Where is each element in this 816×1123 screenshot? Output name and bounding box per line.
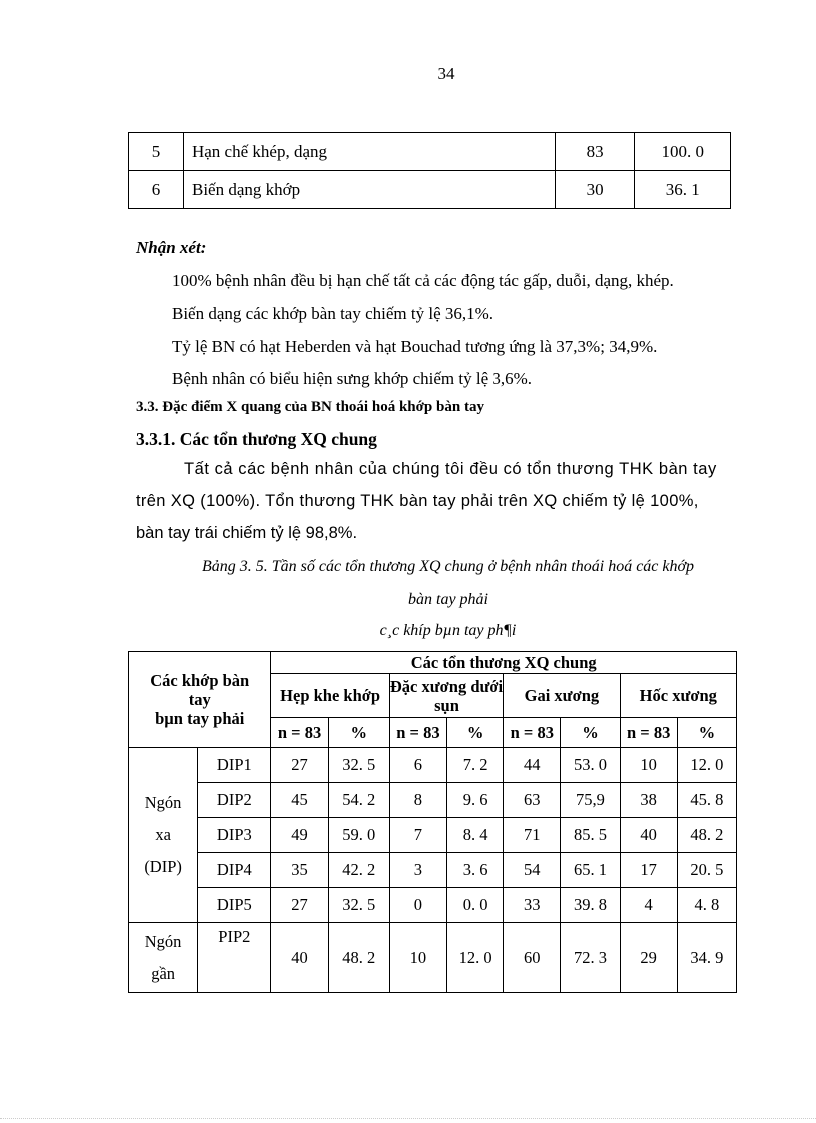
- col-group-header: Đặc xương dưới sụn: [389, 674, 503, 718]
- count-cell: 10: [389, 923, 446, 993]
- paragraph-line: bàn tay trái chiếm tỷ lệ 98,8%.: [136, 524, 358, 542]
- count-cell: 27: [271, 748, 328, 783]
- xq-lesions-table: [128, 651, 737, 993]
- table-row: [129, 171, 731, 209]
- finger-group-label-line: gần: [151, 963, 176, 983]
- sub-header-n: n = 83: [389, 718, 446, 748]
- col-group-header: Gai xương: [504, 674, 620, 718]
- row-number: 5: [129, 133, 184, 171]
- percent-cell: 48. 2: [677, 818, 736, 853]
- count-cell: 40: [620, 818, 677, 853]
- sub-header-pct: %: [447, 718, 504, 748]
- percent-cell: 12. 0: [447, 923, 504, 993]
- percent-cell: 3. 6: [447, 853, 504, 888]
- count-cell: 54: [504, 853, 561, 888]
- top-table: [128, 132, 731, 209]
- count-cell: 60: [504, 923, 561, 993]
- percent-cell: 65. 1: [561, 853, 620, 888]
- count-cell: 49: [271, 818, 328, 853]
- section-heading: 3.3. Đặc điểm X quang của BN thoái hoá khớp bàn tay: [136, 399, 484, 415]
- count-cell: 44: [504, 748, 561, 783]
- remark-line: 100% bệnh nhân đều bị hạn chế tất cả các động tác gấp, duỗi, dạng, khép.: [172, 271, 674, 290]
- col-group-header: Hẹp khe khớp: [271, 674, 389, 718]
- sub-header-pct: %: [561, 718, 620, 748]
- table-row: [129, 748, 737, 783]
- table-row: [129, 888, 737, 923]
- row-description: Hạn chế khép, dạng: [183, 133, 555, 171]
- page-bottom-divider: [0, 1118, 816, 1119]
- finger-group-label: [129, 748, 198, 923]
- sub-header-n: n = 83: [620, 718, 677, 748]
- table-row: [129, 923, 737, 993]
- row-percent: 36. 1: [635, 171, 731, 209]
- table-caption: Bảng 3. 5. Tần số các tổn thương XQ chung ở bệnh nhân thoái hoá các khớp: [201, 558, 695, 575]
- percent-cell: 39. 8: [561, 888, 620, 923]
- joint-label: DIP1: [198, 748, 271, 783]
- corner-label: tay: [188, 690, 211, 709]
- count-cell: 10: [620, 748, 677, 783]
- count-cell: 38: [620, 783, 677, 818]
- percent-cell: 72. 3: [561, 923, 620, 993]
- xq-table-body: [129, 748, 737, 993]
- count-cell: 0: [389, 888, 446, 923]
- percent-cell: 12. 0: [677, 748, 736, 783]
- percent-cell: 85. 5: [561, 818, 620, 853]
- corner-header: [129, 652, 271, 748]
- corner-label: bµn tay phải: [155, 709, 245, 728]
- paragraph-line: Tất cả các bệnh nhân của chúng tôi đều có tổn thương THK bàn tay: [184, 460, 717, 478]
- table-row: [129, 133, 731, 171]
- row-description: Biến dạng khớp: [183, 171, 555, 209]
- remark-line: Biến dạng các khớp bàn tay chiếm tỷ lệ 36,1%.: [172, 304, 494, 323]
- percent-cell: 42. 2: [328, 853, 389, 888]
- row-count: 83: [555, 133, 635, 171]
- count-cell: 8: [389, 783, 446, 818]
- count-cell: 17: [620, 853, 677, 888]
- table-row: [129, 783, 737, 818]
- count-cell: 29: [620, 923, 677, 993]
- percent-cell: 4. 8: [677, 888, 736, 923]
- sub-header-pct: %: [328, 718, 389, 748]
- percent-cell: 45. 8: [677, 783, 736, 818]
- count-cell: 35: [271, 853, 328, 888]
- percent-cell: 9. 6: [447, 783, 504, 818]
- finger-group-label-line: Ngón: [144, 931, 182, 951]
- joint-label: DIP2: [198, 783, 271, 818]
- percent-cell: 8. 4: [447, 818, 504, 853]
- percent-cell: 48. 2: [328, 923, 389, 993]
- remark-line: Tỷ lệ BN có hạt Heberden và hạt Bouchad tương ứng là 37,3%; 34,9%.: [172, 337, 658, 356]
- page-number: 34: [437, 64, 455, 83]
- table-caption-cont: bàn tay phải: [408, 591, 488, 608]
- percent-cell: 34. 9: [677, 923, 736, 993]
- count-cell: 4: [620, 888, 677, 923]
- count-cell: 33: [504, 888, 561, 923]
- remarks-heading: Nhận xét:: [136, 238, 207, 257]
- finger-group-label-line: Ngón: [144, 793, 182, 812]
- joint-label: DIP4: [198, 853, 271, 888]
- percent-cell: 20. 5: [677, 853, 736, 888]
- count-cell: 45: [271, 783, 328, 818]
- count-cell: 6: [389, 748, 446, 783]
- sub-header-n: n = 83: [504, 718, 561, 748]
- table-row: [129, 853, 737, 888]
- joint-label: DIP3: [198, 818, 271, 853]
- finger-group-label: [129, 923, 198, 993]
- table-caption-legacy: c¸c khíp bµn tay ph¶i: [379, 622, 517, 639]
- percent-cell: 32. 5: [328, 888, 389, 923]
- percent-cell: 7. 2: [447, 748, 504, 783]
- count-cell: 27: [271, 888, 328, 923]
- subsection-heading: 3.3.1. Các tổn thương XQ chung: [136, 429, 377, 449]
- remark-line: Bệnh nhân có biểu hiện sưng khớp chiếm tỷ lệ 3,6%.: [172, 369, 533, 388]
- joint-label: DIP5: [198, 888, 271, 923]
- col-group-header: Hốc xương: [620, 674, 736, 718]
- percent-cell: 0. 0: [447, 888, 504, 923]
- row-percent: 100. 0: [635, 133, 731, 171]
- table-row: [129, 818, 737, 853]
- sub-header-pct: %: [677, 718, 736, 748]
- count-cell: 7: [389, 818, 446, 853]
- percent-cell: 53. 0: [561, 748, 620, 783]
- sub-header-n: n = 83: [271, 718, 328, 748]
- finger-group-label-line: xa: [155, 825, 171, 844]
- row-count: 30: [555, 171, 635, 209]
- group-header: Các tổn thương XQ chung: [271, 652, 737, 674]
- corner-label: Các khớp bàn: [150, 671, 250, 690]
- percent-cell: 75,9: [561, 783, 620, 818]
- count-cell: 71: [504, 818, 561, 853]
- percent-cell: 32. 5: [328, 748, 389, 783]
- finger-group-label-line: (DIP): [144, 857, 182, 876]
- percent-cell: 59. 0: [328, 818, 389, 853]
- count-cell: 63: [504, 783, 561, 818]
- row-number: 6: [129, 171, 184, 209]
- count-cell: 40: [271, 923, 328, 993]
- joint-label: PIP2: [198, 923, 271, 993]
- count-cell: 3: [389, 853, 446, 888]
- paragraph-line: trên XQ (100%). Tổn thương THK bàn tay phải trên XQ chiếm tỷ lệ 100%,: [136, 492, 699, 510]
- percent-cell: 54. 2: [328, 783, 389, 818]
